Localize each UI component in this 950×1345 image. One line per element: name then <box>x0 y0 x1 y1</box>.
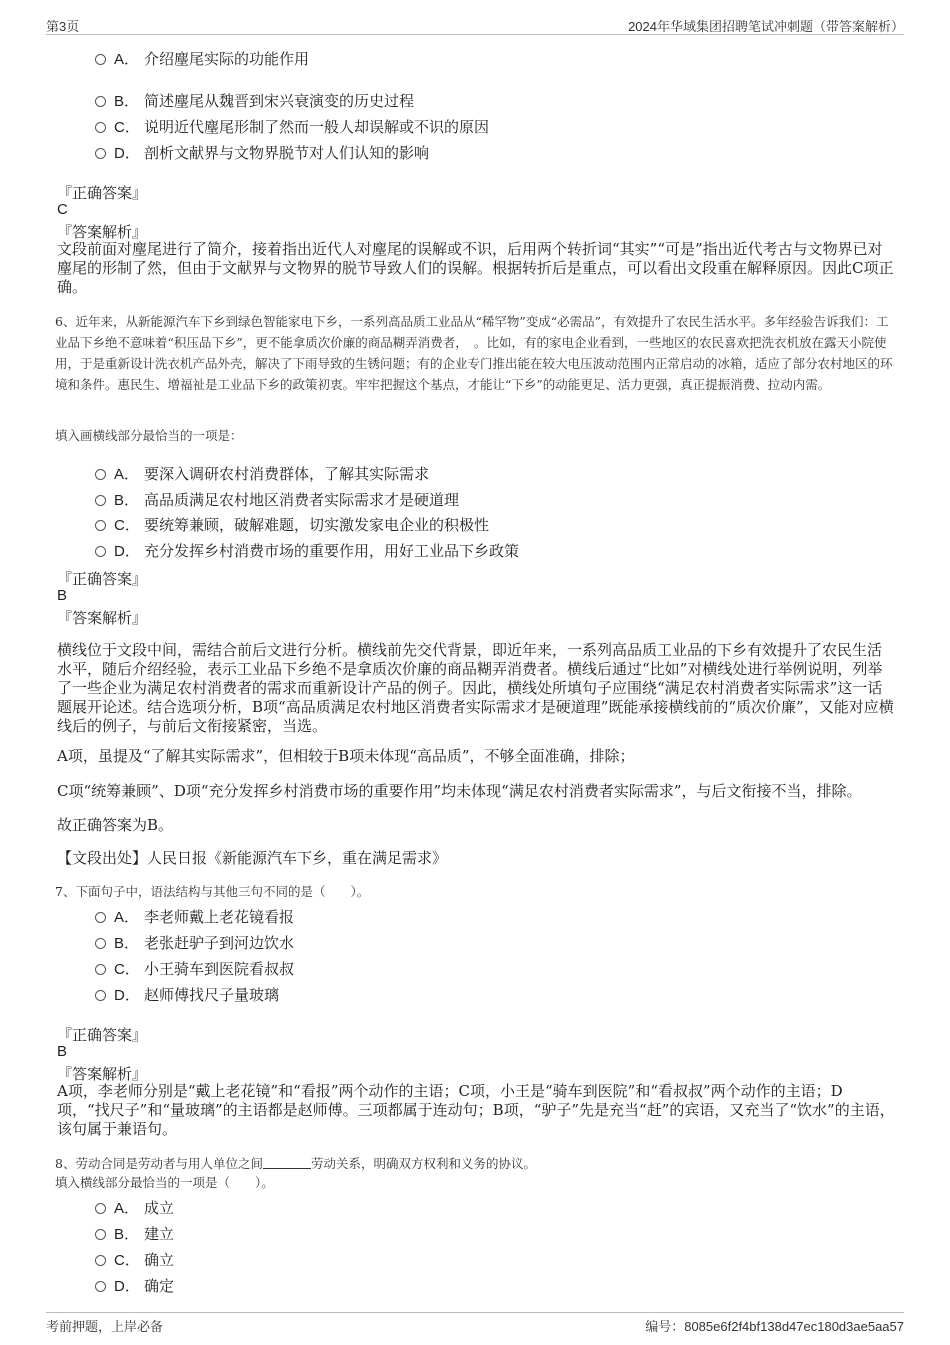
q6-option-a[interactable]: A． 要深入调研农村消费群体，了解其实际需求 <box>95 463 429 484</box>
q7-stem: 7、下面句子中，语法结构与其他三句不同的是（ ）。 <box>55 884 370 899</box>
q8-option-c[interactable]: C． 确立 <box>95 1249 174 1270</box>
q5-option-a[interactable]: A． 介绍麈尾实际的功能作用 <box>95 48 309 69</box>
q5-answer: C <box>57 201 68 218</box>
radio-icon[interactable] <box>95 122 106 133</box>
footer-slogan: 考前押题，上岸必备 <box>46 1320 164 1335</box>
radio-icon[interactable] <box>95 148 106 159</box>
q7-option-d[interactable]: D． 赵师傅找尺子量玻璃 <box>95 984 279 1005</box>
q5-analysis-label: 『答案解析』 <box>57 223 148 241</box>
q7-option-a[interactable]: A． 李老师戴上老花镜看报 <box>95 906 294 927</box>
q8-stem: 8、劳动合同是劳动者与用人单位之间 劳动关系，明确双方权利和义务的协议。 <box>55 1156 536 1171</box>
q7-option-b[interactable]: B． 老张赶驴子到河边饮水 <box>95 932 294 953</box>
q6-analysis-label: 『答案解析』 <box>57 609 148 627</box>
q6-option-b[interactable]: B． 高品质满足农村地区消费者实际需求才是硬道理 <box>95 489 459 510</box>
radio-icon[interactable] <box>95 1203 106 1214</box>
q6-prompt: 填入画横线部分最恰当的一项是： <box>55 428 243 443</box>
q8-option-a[interactable]: A． 成立 <box>95 1197 174 1218</box>
q6-source: 【文段出处】人民日报《新能源汽车下乡，重在满足需求》 <box>57 849 448 867</box>
q7-analysis-label: 『答案解析』 <box>57 1065 148 1083</box>
q5-option-c[interactable]: C． 说明近代麈尾形制了然而一般人却误解或不识的原因 <box>95 116 489 137</box>
radio-icon[interactable] <box>95 54 106 65</box>
radio-icon[interactable] <box>95 96 106 107</box>
q7-option-c[interactable]: C． 小王骑车到医院看叔叔 <box>95 958 294 979</box>
q6-analysis-p2: A项，虽提及“了解其实际需求”，但相较于B项未体现“高品质”，不够全面准确，排除； <box>57 747 635 765</box>
fill-blank <box>263 1156 311 1169</box>
q6-option-d[interactable]: D． 充分发挥乡村消费市场的重要作用，用好工业品下乡政策 <box>95 540 519 561</box>
radio-icon[interactable] <box>95 1255 106 1266</box>
q5-answer-label: 『正确答案』 <box>57 184 148 202</box>
q7-answer: B <box>57 1043 68 1060</box>
radio-icon[interactable] <box>95 912 106 923</box>
q6-option-c[interactable]: C． 要统筹兼顾，破解难题，切实激发家电企业的积极性 <box>95 514 489 535</box>
q6-stem: 6、近年来，从新能源汽车下乡到绿色智能家电下乡，一系列高品质工业品从“稀罕物”变成“必需品”，有效提升了农民生活水平。多年经验告诉我们：工业品下乡绝不意味着“积压品下乡”，更不能拿质次价廉的商品糊弄消费者， 。比如，有的家电企业看到，一些地区的农民喜欢把洗衣机放在露天小院使用，于是重新设计洗衣机产品外壳，解决了下雨导致的生锈问题；有的企业专门推出能在较大电压波动范围内正常启动的冰箱，适应了部分农村地区的环境和条件。惠民生、增福祉是工业品下乡的政策初衷。牢牢把握这个基点，才能让“下乡”的动能更足、活力更强，真正提振消费、拉动内需。 <box>55 314 893 392</box>
page-footer <box>46 1312 904 1335</box>
q6-analysis-p4: 故正确答案为B。 <box>57 816 174 834</box>
q7-answer-label: 『正确答案』 <box>57 1026 148 1044</box>
radio-icon[interactable] <box>95 964 106 975</box>
radio-icon[interactable] <box>95 469 106 480</box>
q8-option-d[interactable]: D． 确定 <box>95 1275 174 1296</box>
radio-icon[interactable] <box>95 495 106 506</box>
radio-icon[interactable] <box>95 546 106 557</box>
radio-icon[interactable] <box>95 990 106 1001</box>
page-header <box>46 14 904 35</box>
q8-option-b[interactable]: B． 建立 <box>95 1223 174 1244</box>
q5-option-b[interactable]: B． 简述麈尾从魏晋到宋兴衰演变的历史过程 <box>95 90 414 111</box>
page-number: 第3页 <box>46 19 80 34</box>
q6-analysis-p3: C项“统筹兼顾”、D项“充分发挥乡村消费市场的重要作用”均未体现“满足农村消费者实际需求”，与后文衔接不当，排除。 <box>57 782 862 800</box>
document-code: 编号：8085e6f2f4bf138d47ec180d3ae5aa57 <box>645 1319 904 1334</box>
radio-icon[interactable] <box>95 938 106 949</box>
q5-option-d[interactable]: D． 剖析文献界与文物界脱节对人们认知的影响 <box>95 142 429 163</box>
document-title: 2024年华域集团招聘笔试冲刺题（带答案解析） <box>628 19 904 34</box>
q6-answer-label: 『正确答案』 <box>57 570 148 588</box>
q6-analysis-p1: 横线位于文段中间，需结合前后文进行分析。横线前先交代背景，即近年来，一系列高品质工业品的下乡有效提升了农民生活水平，随后介绍经验，表示工业品下乡绝不是拿质次价廉的商品糊弄消费者。横线后通过“比如”对横线处进行举例说明，列举了一些企业为满足农村消费者的需求而重新设计产品的例子。因此，横线处所填句子应围绕“满足农村消费者实际需求”这一话题展开论述。结合选项分析，B项“高品质满足农村地区消费者实际需求才是硬道理”既能承接横线前的“质次价廉”，又能对应横线后的例子，与前后文衔接紧密，当选。 <box>57 641 894 735</box>
q7-analysis: A项，李老师分别是“戴上老花镜”和“看报”两个动作的主语；C项，小王是“骑车到医院”和“看叔叔”两个动作的主语；D项，“找尺子”和“量玻璃”的主语都是赵师傅。三项都属于连动句；B项，“驴子”先是充当“赶”的宾语，又充当了“饮水”的主语，该句属于兼语句。 <box>57 1082 895 1138</box>
radio-icon[interactable] <box>95 1281 106 1292</box>
radio-icon[interactable] <box>95 1229 106 1240</box>
q6-answer: B <box>57 587 68 604</box>
radio-icon[interactable] <box>95 520 106 531</box>
q8-prompt: 填入横线部分最恰当的一项是（ ）。 <box>55 1175 274 1190</box>
q5-analysis: 文段前面对麈尾进行了简介，接着指出近代人对麈尾的误解或不识，后用两个转折词“其实”“可是”指出近代考古与文物界已对麈尾的形制了然，但由于文献界与文物界的脱节导致人们的误解。根据转折后是重点，可以看出文段重在解释原因。因此C项正确。 <box>57 240 894 296</box>
